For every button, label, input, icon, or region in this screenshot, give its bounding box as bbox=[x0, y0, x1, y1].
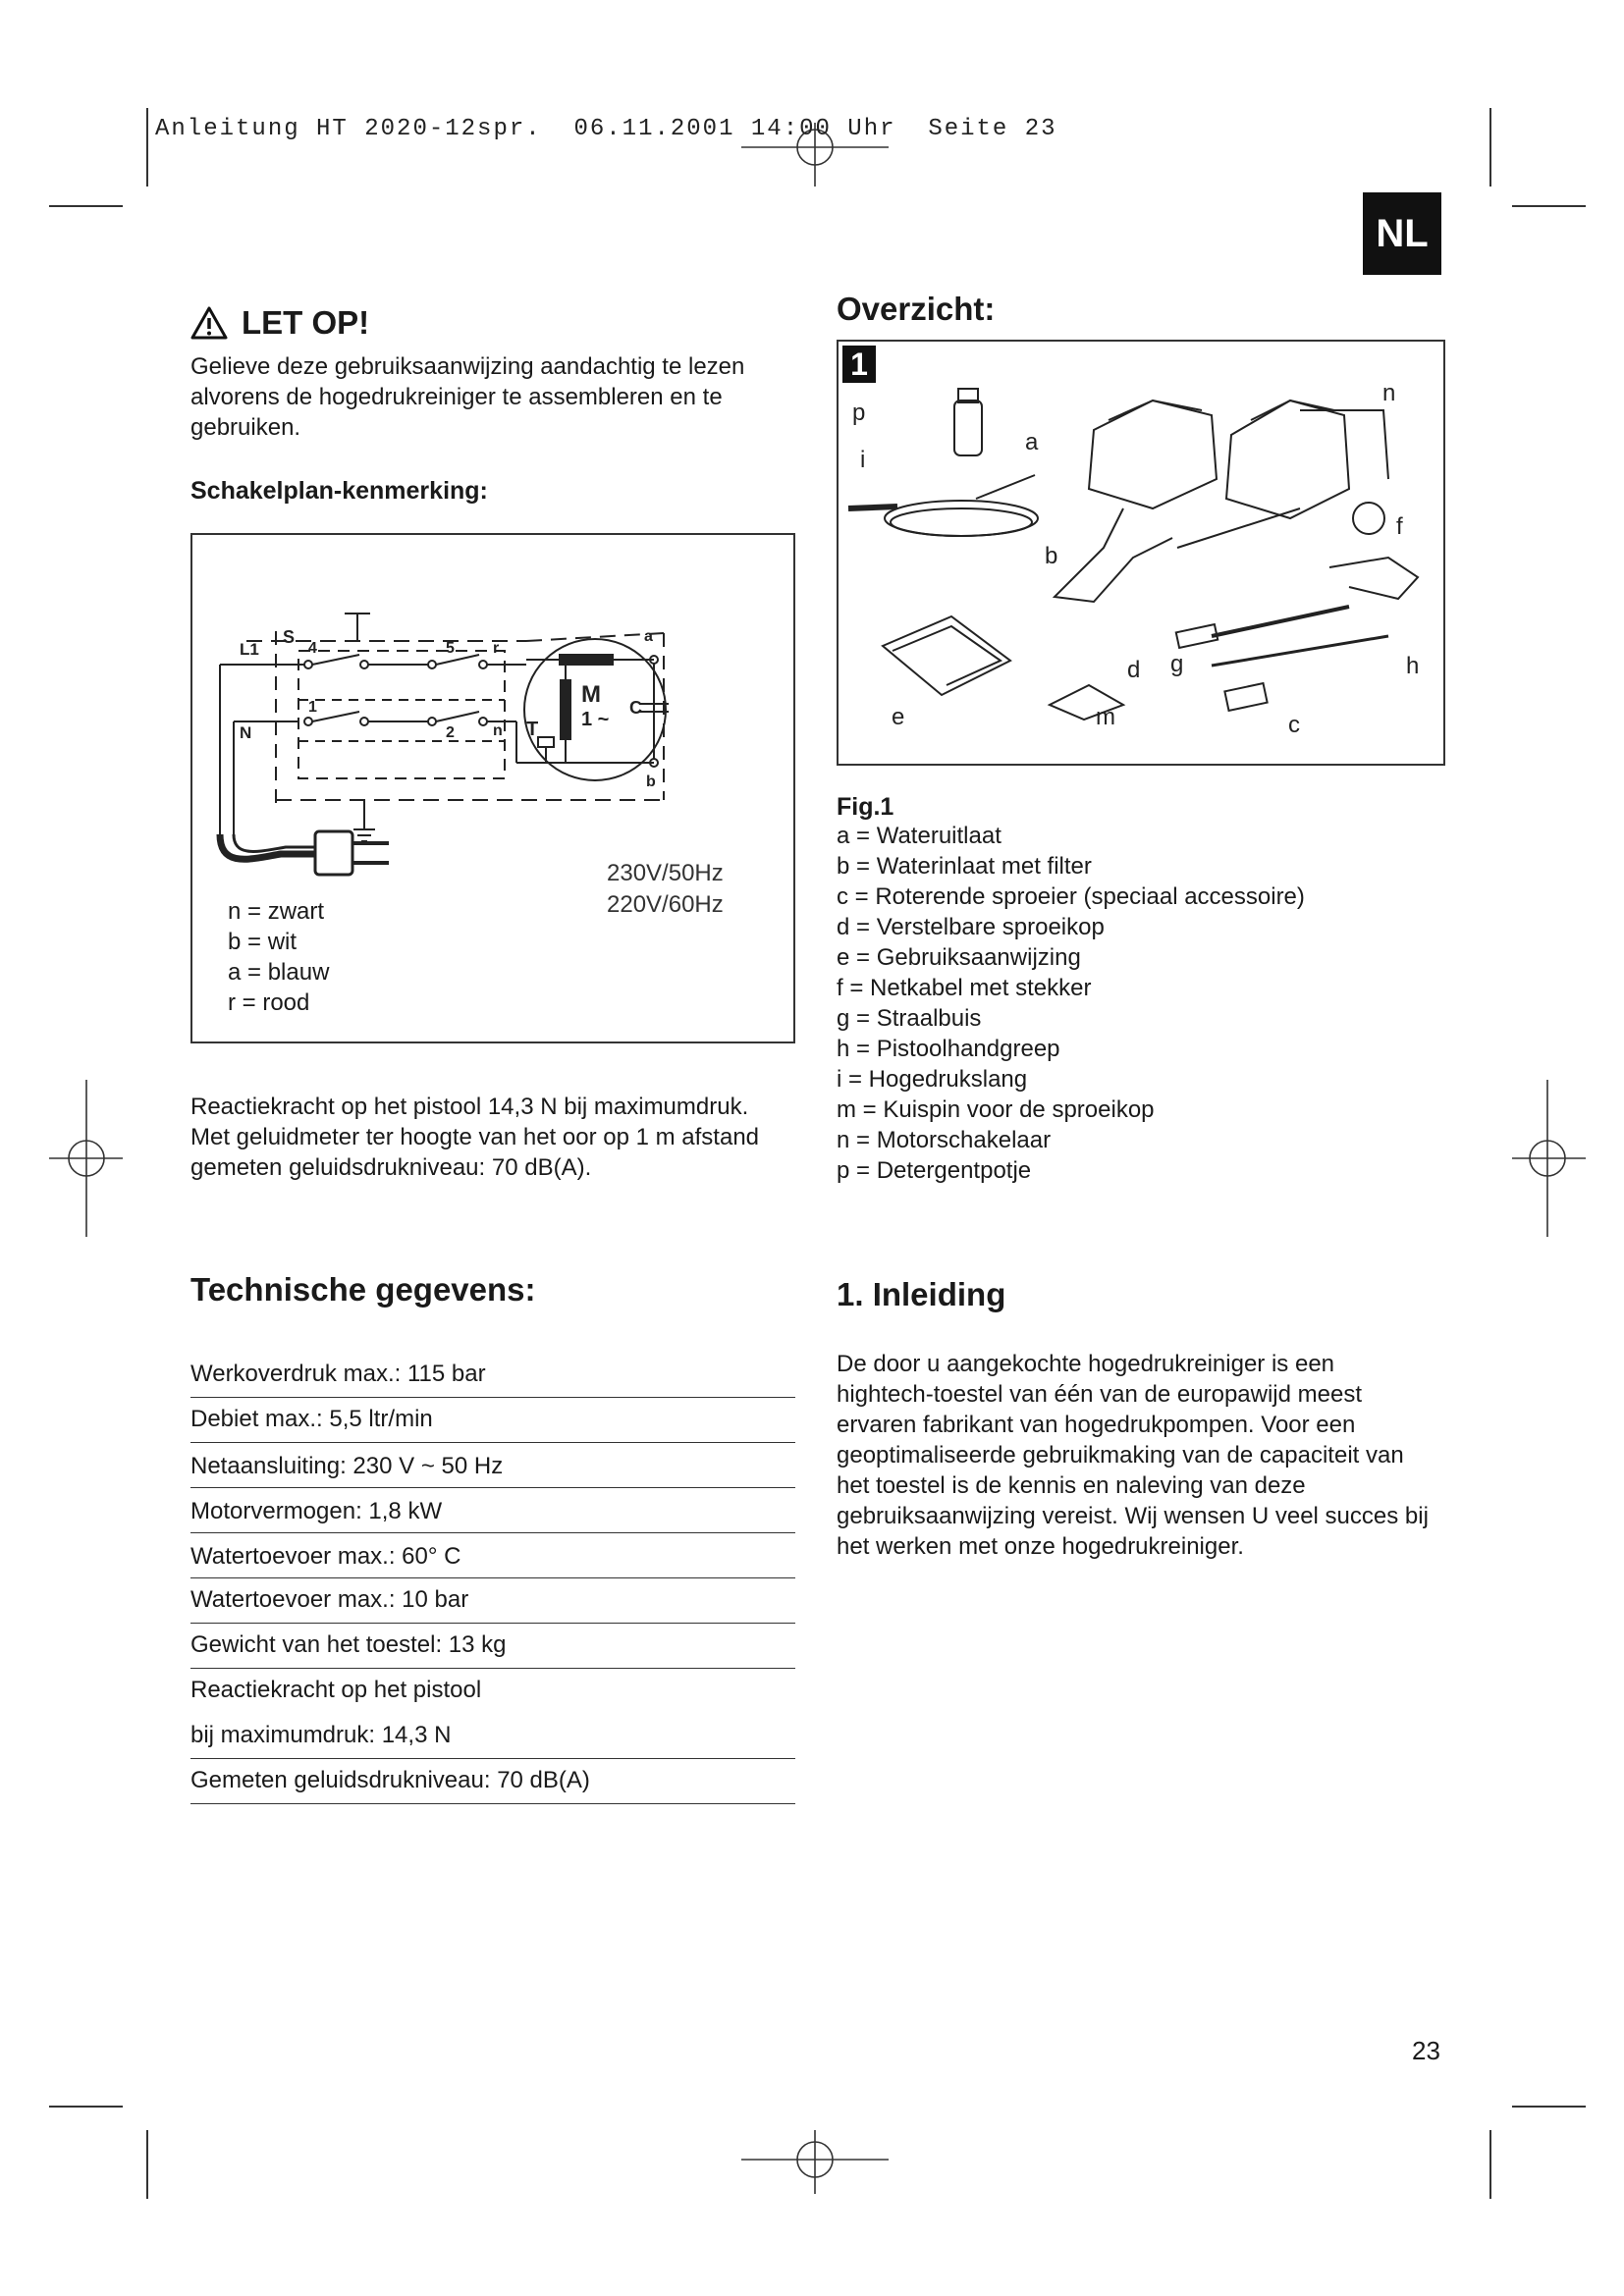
label-1: 1 bbox=[308, 699, 317, 716]
print-header: Anleitung HT 2020-12spr. 06.11.2001 14:00 Uhr Seite 23 bbox=[155, 116, 1057, 142]
pressure-washer-back bbox=[1226, 400, 1349, 518]
spec-row: Reactiekracht op het pistool bbox=[190, 1677, 482, 1703]
technical-heading: Technische gegevens: bbox=[190, 1271, 536, 1308]
legend-item: i = Hogedrukslang bbox=[837, 1066, 1028, 1093]
legend-item: r = rood bbox=[228, 989, 310, 1016]
label-5: 5 bbox=[446, 640, 455, 657]
legend-item: b = wit bbox=[228, 929, 298, 955]
label-n-small: n bbox=[493, 722, 503, 739]
fig-label-g: g bbox=[1170, 651, 1184, 677]
page-number: 23 bbox=[1412, 2036, 1440, 2065]
pressure-washer-front bbox=[1089, 400, 1217, 508]
label-b: b bbox=[646, 774, 656, 790]
figure-caption: Fig.1 bbox=[837, 793, 894, 821]
voltage-60hz: 220V/60Hz bbox=[607, 891, 724, 918]
fig-label-b: b bbox=[1045, 543, 1058, 569]
spec-divider bbox=[190, 1442, 795, 1443]
spec-row: Werkoverdruk max.: 115 bar bbox=[190, 1361, 486, 1387]
label-t: T bbox=[526, 719, 539, 740]
label-c: C bbox=[629, 698, 642, 718]
registration-mark-right bbox=[1512, 1080, 1586, 1237]
legend-item: d = Verstelbare sproeikop bbox=[837, 914, 1105, 940]
intro-heading: 1. Inleiding bbox=[837, 1276, 1006, 1312]
legend-item: e = Gebruiksaanwijzing bbox=[837, 944, 1081, 971]
overview-figure bbox=[837, 340, 1445, 766]
legend-item: b = Waterinlaat met filter bbox=[837, 853, 1092, 880]
label-r: r bbox=[493, 640, 500, 657]
legend-item: n = zwart bbox=[228, 898, 325, 925]
fig-label-d: d bbox=[1127, 657, 1141, 683]
legend-item: f = Netkabel met stekker bbox=[837, 975, 1092, 1001]
fig-label-m: m bbox=[1096, 704, 1115, 730]
fig-label-n: n bbox=[1382, 380, 1396, 406]
warning-icon bbox=[190, 306, 228, 340]
product-illustration bbox=[839, 342, 1443, 764]
warning-text: Gelieve deze gebruiksaanwijzing aandachtig te lezen alvorens de hogedrukreiniger te assembleren en te gebruiken. bbox=[190, 353, 745, 441]
spec-row: Gewicht van het toestel: 13 kg bbox=[190, 1631, 507, 1658]
label-l1: L1 bbox=[240, 640, 259, 659]
fig-label-i: i bbox=[860, 447, 866, 473]
legend-item: h = Pistoolhandgreep bbox=[837, 1036, 1060, 1062]
fig-label-c: c bbox=[1288, 712, 1300, 738]
label-s: S bbox=[283, 627, 296, 647]
reaction-text: Reactiekracht op het pistool 14,3 N bij maximumdruk. Met geluidmeter ter hoogte van het oor op 1 m afstand gemeten geluidsdrukniveau: 70 dB(A). bbox=[190, 1094, 760, 1181]
spec-row: Watertoevoer max.: 10 bar bbox=[190, 1586, 469, 1613]
schematic-heading: Schakelplan-kenmerking: bbox=[190, 477, 488, 505]
label-m-sub: 1 ~ bbox=[581, 709, 610, 730]
legend-item: c = Roterende sproeier (speciaal accessoire) bbox=[837, 883, 1305, 910]
warning-heading bbox=[190, 304, 369, 342]
spray-gun bbox=[1329, 558, 1418, 599]
voltage-50hz: 230V/50Hz bbox=[607, 860, 724, 886]
label-m: M bbox=[581, 681, 601, 708]
spec-row: bij maximumdruk: 14,3 N bbox=[190, 1722, 452, 1748]
legend-item: a = Wateruitlaat bbox=[837, 823, 1001, 849]
fig-label-f: f bbox=[1396, 513, 1403, 540]
language-badge: NL bbox=[1363, 192, 1441, 275]
legend-item: p = Detergentpotje bbox=[837, 1157, 1032, 1184]
label-4: 4 bbox=[308, 640, 317, 657]
spec-divider bbox=[190, 1487, 795, 1488]
registration-mark-bottom bbox=[741, 2130, 889, 2194]
legend-item: n = Motorschakelaar bbox=[837, 1127, 1052, 1153]
spec-divider bbox=[190, 1803, 795, 1804]
label-a: a bbox=[644, 628, 653, 645]
spec-divider bbox=[190, 1532, 795, 1533]
legend-item: g = Straalbuis bbox=[837, 1005, 982, 1032]
figure-number-badge: 1 bbox=[842, 346, 876, 383]
fig-label-h: h bbox=[1406, 653, 1420, 679]
detergent-bottle bbox=[954, 400, 982, 455]
spec-row: Watertoevoer max.: 60° C bbox=[190, 1543, 461, 1570]
spec-row: Motorvermogen: 1,8 kW bbox=[190, 1498, 443, 1524]
spec-row: Gemeten geluidsdrukniveau: 70 dB(A) bbox=[190, 1767, 590, 1793]
registration-mark-left bbox=[49, 1080, 123, 1237]
warning-title: LET OP! bbox=[242, 304, 370, 341]
label-2: 2 bbox=[446, 724, 455, 741]
fig-label-a: a bbox=[1025, 429, 1039, 455]
trolley-handle bbox=[1055, 508, 1172, 602]
fig-label-p: p bbox=[852, 400, 866, 426]
spec-row: Debiet max.: 5,5 ltr/min bbox=[190, 1406, 433, 1432]
fig-label-e: e bbox=[892, 704, 905, 730]
wiring-schematic bbox=[190, 533, 795, 1043]
label-n: N bbox=[240, 723, 252, 742]
overview-heading: Overzicht: bbox=[837, 291, 996, 327]
schematic-legend bbox=[228, 896, 329, 1018]
figure-legend bbox=[837, 821, 1305, 1186]
legend-item: m = Kuispin voor de sproeikop bbox=[837, 1096, 1155, 1123]
legend-item: a = blauw bbox=[228, 959, 330, 986]
spec-row: Netaansluiting: 230 V ~ 50 Hz bbox=[190, 1453, 504, 1479]
intro-text: De door u aangekochte hogedrukreiniger is een hightech-toestel van één van de europawijd meest ervaren fabrikant van hogedrukpompen. Voor een geoptimaliseerde gebruikmaking van de capaciteit van het toestel is de kennis en naleving van deze gebruiksaanwijzing vereist. Wij wensen U veel succes bij het werken met onze hogedrukreiniger. bbox=[837, 1351, 1429, 1560]
